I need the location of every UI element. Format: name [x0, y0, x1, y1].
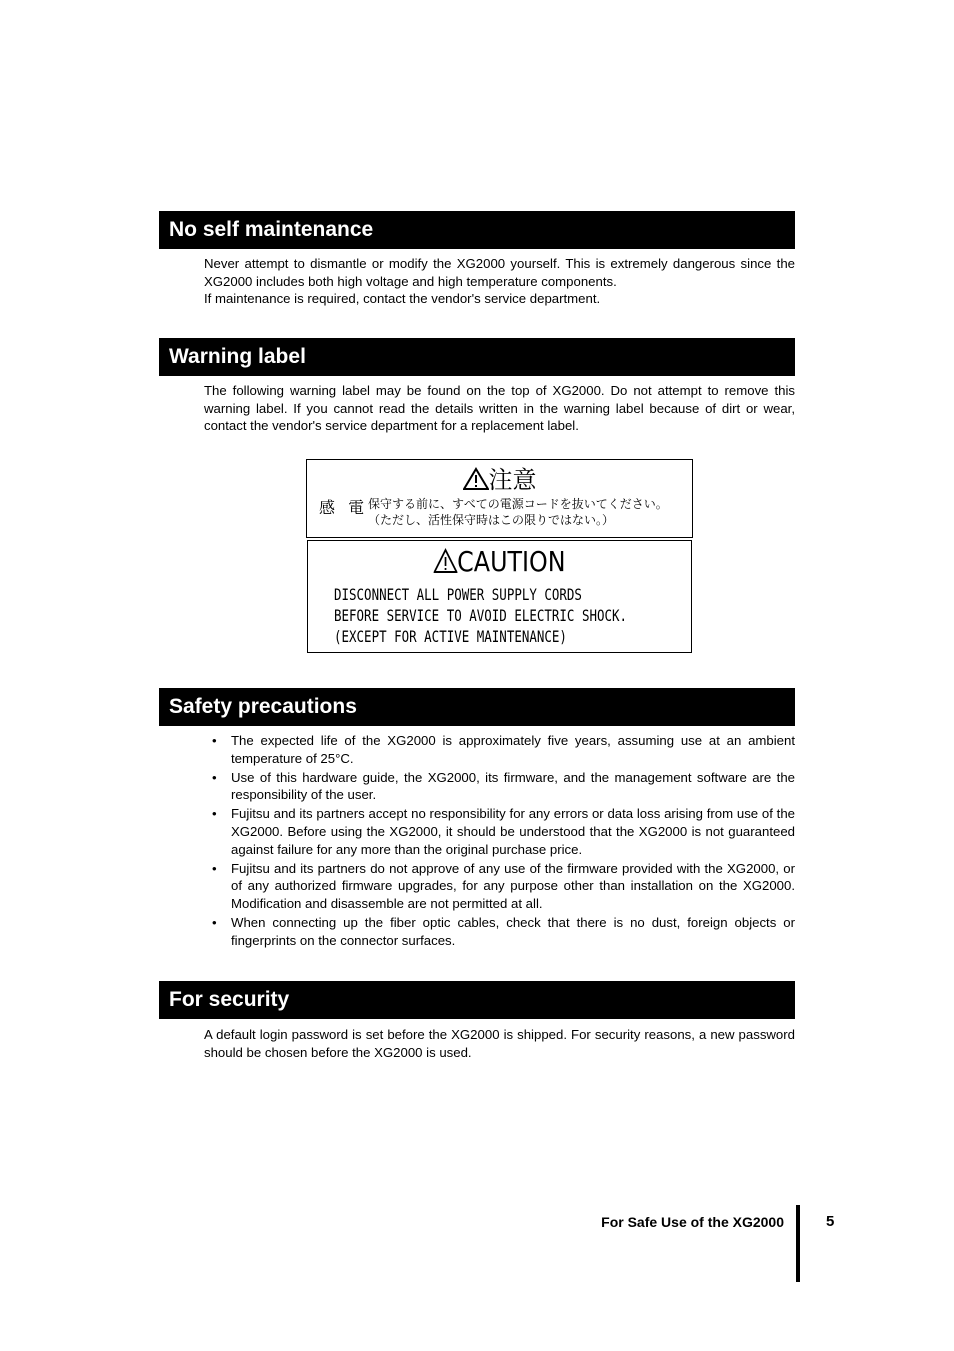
en-label-title: [337, 545, 663, 579]
jp-label-line: （ただし、活性保守時はこの限りではない。）: [368, 513, 615, 527]
en-label-line: DISCONNECT ALL POWER SUPPLY CORDS: [334, 585, 582, 604]
section-heading-for-security: For security: [159, 981, 795, 1019]
section-heading-no-self-maintenance: No self maintenance: [159, 211, 795, 249]
list-item-text: Use of this hardware guide, the XG2000, its firmware, and the management software are the responsibility of the user.: [231, 769, 795, 803]
bullet: •: [212, 860, 217, 876]
jp-label-side-text: 感 電: [319, 498, 369, 517]
security-text: [204, 1026, 795, 1061]
warning-triangle-icon: [433, 548, 457, 574]
paragraph: Never attempt to dismantle or modify the XG2000 yourself. This is extremely dangerous since the XG2000 includes both high voltage and high temperature components.: [204, 256, 795, 289]
page-number: 5: [826, 1213, 835, 1230]
list-item-text: The expected life of the XG2000 is approximately five years, assuming use at an ambient temperature of 25°C.: [231, 733, 795, 766]
self-maintenance-text: [204, 255, 795, 308]
paragraph: A default login password is set before the XG2000 is shipped. For security reasons, a new password should be chosen before the XG2000 is used.: [204, 1027, 795, 1060]
footer-chapter-title: For Safe Use of the XG2000: [601, 1214, 784, 1230]
list-item-text: When connecting up the fiber optic cables, check that there is no dust, foreign objects or fingerprints on the connector surfaces.: [231, 914, 795, 948]
en-label-line: (EXCEPT FOR ACTIVE MAINTENANCE): [334, 627, 567, 646]
list-item: [204, 805, 795, 858]
list-item-text: Fujitsu and its partners do not approve of any use of the firmware provided with the XG2000, or of any authorized firmware upgrades, for any purpose other than installation on the XG2000. Modification and disassemble are not permitted at all.: [231, 860, 795, 912]
bullet: •: [212, 769, 217, 785]
warning-triangle-icon: [463, 467, 489, 491]
list-item: [204, 769, 795, 805]
section-heading-safety-precautions: Safety precautions: [159, 688, 795, 726]
bullet: •: [212, 806, 217, 822]
jp-label-line: 保守する前に、すべての電源コードを抜いてください。: [368, 497, 668, 511]
list-item: [204, 914, 795, 950]
paragraph: The following warning label may be found on the top of XG2000. Do not attempt to remove this warning label. If you cannot read the details written in the warning label because of dirt or wear, contact the vendor's service department for a replacement label.: [204, 383, 795, 434]
list-item: [204, 732, 795, 768]
bullet: •: [212, 733, 217, 748]
list-item: [204, 860, 795, 913]
paragraph: If maintenance is required, contact the vendor's service department.: [204, 291, 601, 307]
safety-list: [204, 732, 795, 951]
japanese-caution-label: [306, 459, 693, 538]
english-caution-label: [307, 540, 692, 653]
en-label-line: BEFORE SERVICE TO AVOID ELECTRIC SHOCK.: [334, 606, 628, 625]
section-heading-warning-label: Warning label: [159, 338, 795, 376]
bullet: •: [212, 914, 217, 930]
warning-label-text: [204, 382, 795, 435]
list-item-text: Fujitsu and its partners accept no responsibility for any errors or data loss arising from use of the XG2000. Before using the XG2000, it should be understood that the XG2000 is not guaranteed against failure for any more than the original purchase price.: [231, 806, 795, 857]
jp-title-text: 注意: [488, 466, 537, 494]
footer-divider: [796, 1205, 800, 1282]
jp-label-title: [307, 466, 692, 494]
en-title-text: CAUTION: [457, 545, 566, 578]
en-label-lines: [334, 584, 627, 647]
